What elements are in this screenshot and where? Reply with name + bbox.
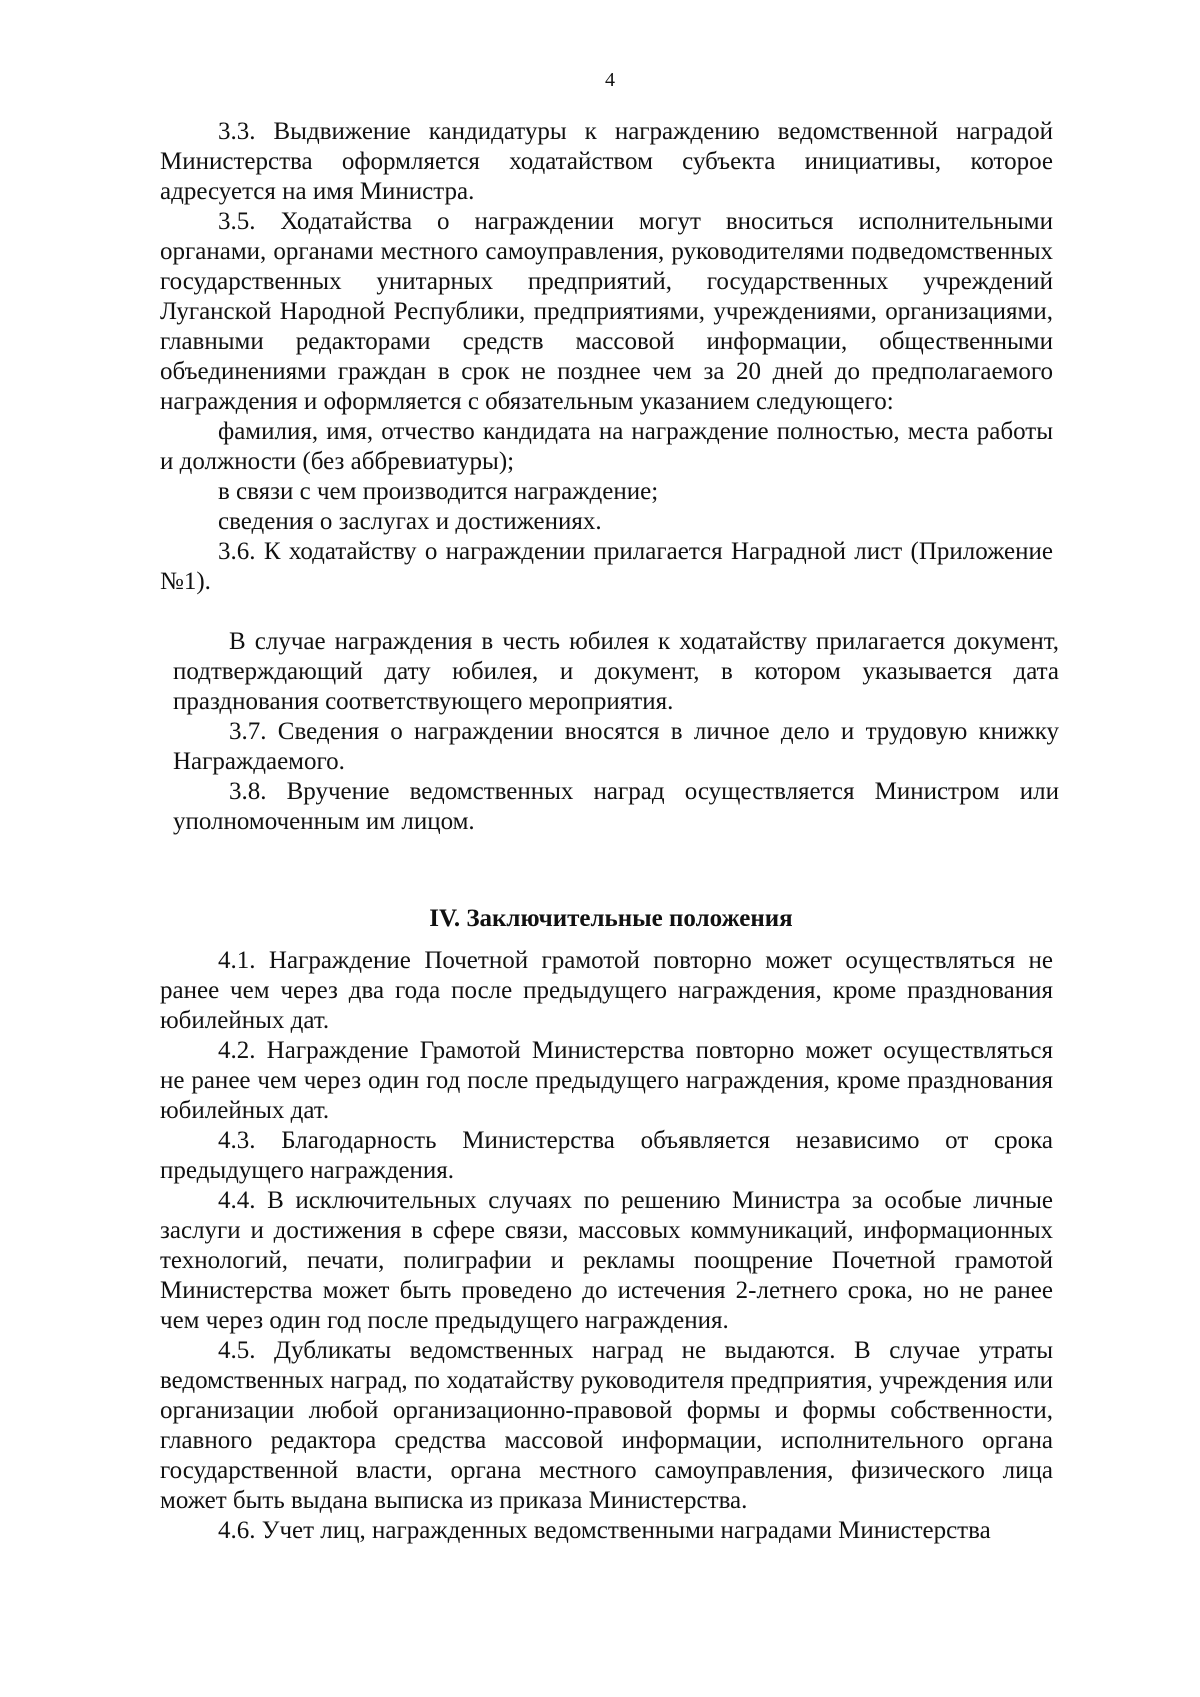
paragraph-4-4: 4.4. В исключительных случаях по решению Министра за особые личные заслуги и достижения в сфере связи, массовых коммуникаций, информационных технологий, печати, полиграфии и рекламы поощрение Почетной грамотой Министерства может быть проведено до истечения 2-летнего срока, но не ранее чем через один год после предыдущего награждения. (160, 1187, 1053, 1334)
list-item-reason: в связи с чем производится награждение; (218, 478, 659, 505)
page-number: 4 (605, 69, 615, 91)
paragraph-jubilee: В случае награждения в честь юбилея к ходатайству прилагается документ, подтверждающий дату юбилея, и документ, в котором указывается дата празднования соответствующего мероприятия. (173, 628, 1059, 715)
paragraph-3-5: 3.5. Ходатайства о награждении могут вноситься исполнительными органами, органами местного самоуправления, руководителями подведомственных государственных унитарных предприятий, государственных учреждений Луганской Народной Республики, предприятиями, учреждениями, организациями, главными редакторами средств массовой информации, общественными объединениями граждан в срок не позднее чем за 20 дней до предполагаемого награждения и оформляется с обязательным указанием следующего: (160, 208, 1053, 415)
list-item-merits: сведения о заслугах и достижениях. (218, 508, 602, 535)
paragraph-4-5: 4.5. Дубликаты ведомственных наград не выдаются. В случае утраты ведомственных наград, по ходатайству руководителя предприятия, учреждения или организации любой организационно-правовой формы и формы собственности, главного редактора средства массовой информации, исполнительного органа государственной власти, органа местного самоуправления, физического лица может быть выдана выписка из приказа Министерства. (160, 1337, 1053, 1514)
paragraph-4-6: 4.6. Учет лиц, награжденных ведомственными наградами Министерства (218, 1517, 991, 1544)
section-3-continued (173, 627, 1059, 837)
section-4-heading: IV. Заключительные положения (429, 905, 793, 932)
paragraph-4-2: 4.2. Награждение Грамотой Министерства повторно может осуществляться не ранее чем через один год после предыдущего награждения, кроме празднования юбилейных дат. (160, 1037, 1053, 1124)
paragraph-3-6: 3.6. К ходатайству о награждении прилагается Наградной лист (Приложение №1). (160, 538, 1053, 595)
list-item-full-name: фамилия, имя, отчество кандидата на награждение полностью, места работы и должности (без аббревиатуры); (160, 418, 1053, 475)
paragraph-3-3: 3.3. Выдвижение кандидатуры к награждению ведомственной наградой Министерства оформляется ходатайством субъекта инициативы, которое адресуется на имя Министра. (160, 118, 1053, 205)
paragraph-3-8: 3.8. Вручение ведомственных наград осуществляется Министром или уполномоченным им лицом. (173, 778, 1059, 835)
paragraph-4-3: 4.3. Благодарность Министерства объявляется независимо от срока предыдущего награждения. (160, 1127, 1053, 1184)
paragraph-3-7: 3.7. Сведения о награждении вносятся в личное дело и трудовую книжку Награждаемого. (173, 718, 1059, 775)
section-3-paragraphs (160, 117, 1053, 597)
section-4-paragraphs (160, 946, 1053, 1546)
paragraph-4-1: 4.1. Награждение Почетной грамотой повторно может осуществляться не ранее чем через два года после предыдущего награждения, кроме празднования юбилейных дат. (160, 947, 1053, 1034)
